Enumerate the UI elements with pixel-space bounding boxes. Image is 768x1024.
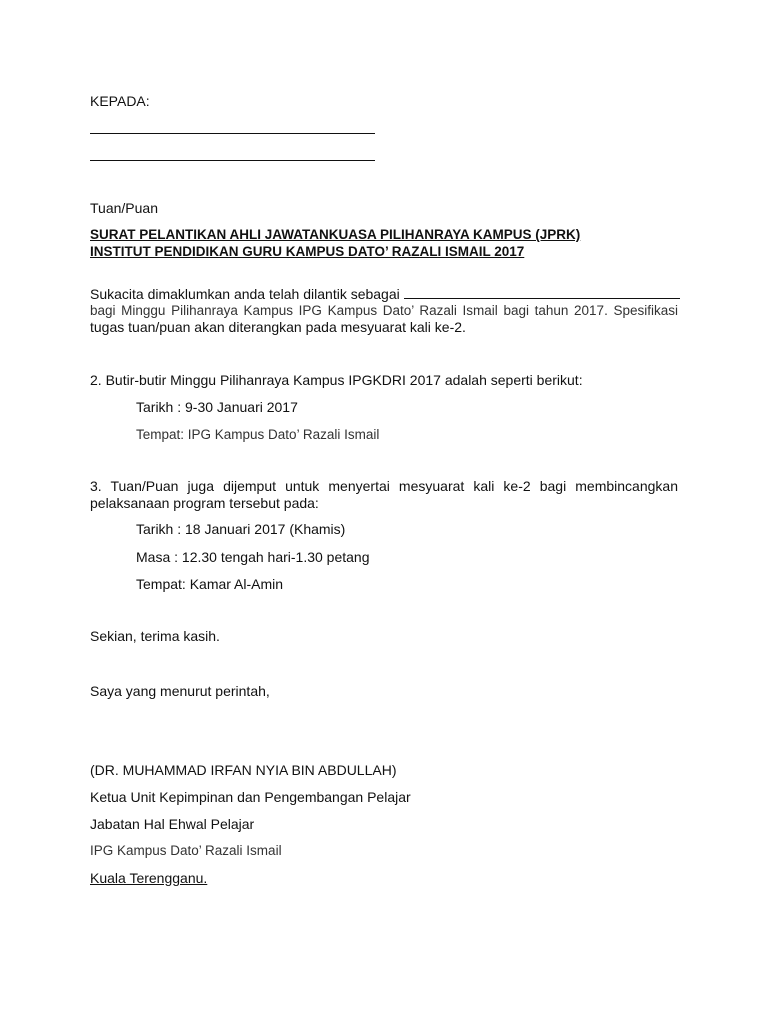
recipient-blank-line-2 (90, 160, 375, 161)
event-date: Tarikh : 9-30 Januari 2017 (136, 399, 298, 415)
salutation: Tuan/Puan (90, 200, 158, 216)
signatory-title: Ketua Unit Kepimpinan dan Pengembangan Pelajar (90, 789, 411, 805)
appointment-text: Sukacita dimaklumkan anda telah dilantik sebagai (90, 286, 400, 302)
event-place: Tempat: IPG Kampus Dato’ Razali Ismail (136, 427, 380, 442)
paragraph-1-body (90, 302, 678, 336)
letter-title-line-1: SURAT PELANTIKAN AHLI JAWATANKUASA PILIHANRAYA KAMPUS (JPRK) (90, 227, 581, 242)
signatory-organization: IPG Kampus Dato’ Razali Ismail (90, 843, 282, 858)
meeting-time: Masa : 12.30 tengah hari-1.30 petang (136, 549, 370, 565)
recipient-blank-line-1 (90, 133, 375, 134)
meeting-place: Tempat: Kamar Al-Amin (136, 576, 284, 592)
paragraph-3-line-1: 3. Tuan/Puan juga dijemput untuk menyertai mesyuarat kali ke-2 bagi membincangkan (90, 478, 678, 494)
appointment-blank (404, 286, 680, 299)
paragraph-3 (90, 478, 678, 512)
recipient-label: KEPADA: (90, 93, 150, 109)
sign-off-text: Saya yang menurut perintah, (90, 683, 270, 699)
meeting-date: Tarikh : 18 Januari 2017 (Khamis) (136, 521, 346, 537)
paragraph-3-line-2: pelaksanaan program tersebut pada: (90, 495, 319, 511)
paragraph-2: 2. Butir-butir Minggu Pilihanraya Kampus IPGKDRI 2017 adalah seperti berikut: (90, 372, 583, 388)
letter-title-line-2: INSTITUT PENDIDIKAN GURU KAMPUS DATO’ RAZALI ISMAIL 2017 (90, 244, 525, 259)
paragraph-1-line-3: tugas tuan/puan akan diterangkan pada mesyuarat kali ke-2. (90, 319, 466, 335)
paragraph-1-line-2: bagi Minggu Pilihanraya Kampus IPG Kampus Dato’ Razali Ismail bagi tahun 2017. Spesifikasi (90, 303, 678, 318)
closing-text: Sekian, terima kasih. (90, 628, 220, 644)
signatory-name: (DR. MUHAMMAD IRFAN NYIA BIN ABDULLAH) (90, 762, 397, 778)
signatory-city: Kuala Terengganu. (90, 870, 208, 886)
paragraph-1-line-1 (90, 285, 680, 303)
signatory-department: Jabatan Hal Ehwal Pelajar (90, 816, 255, 832)
